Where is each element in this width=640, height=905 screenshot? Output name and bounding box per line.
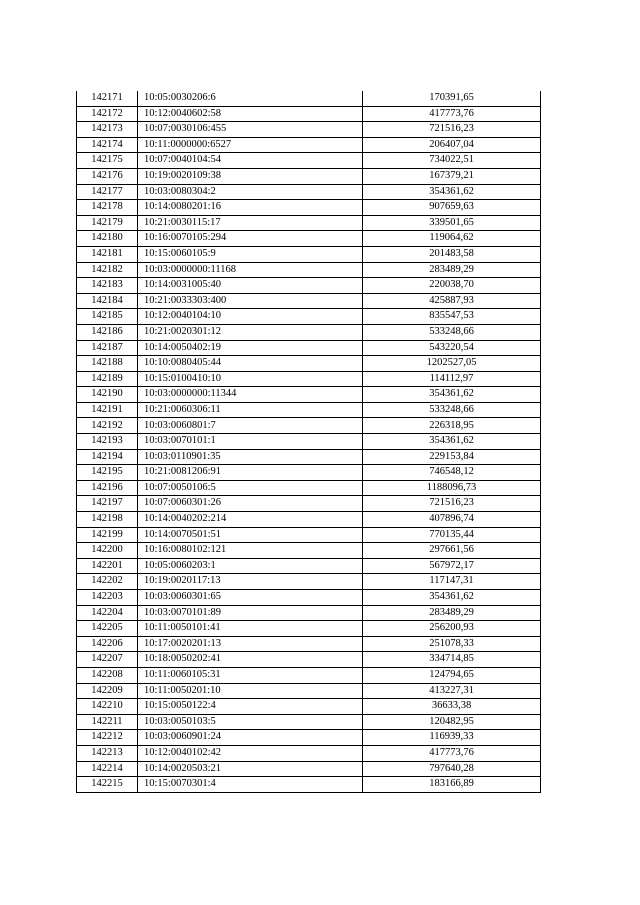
- record-id-cell: 142182: [77, 262, 138, 278]
- cadastral-number-cell: 10:15:0060105:9: [138, 246, 363, 262]
- amount-cell: 797640,28: [363, 761, 541, 777]
- cadastral-number-cell: 10:12:0040602:58: [138, 106, 363, 122]
- amount-cell: 354361,62: [363, 184, 541, 200]
- table-row: [77, 324, 541, 340]
- amount-cell: 283489,29: [363, 262, 541, 278]
- amount-cell: 124794,65: [363, 667, 541, 683]
- table-row: [77, 91, 541, 106]
- record-id-cell: 142175: [77, 153, 138, 169]
- record-id-cell: 142207: [77, 652, 138, 668]
- cadastral-number-cell: 10:16:0070105:294: [138, 231, 363, 247]
- cadastral-number-cell: 10:19:0020117:13: [138, 574, 363, 590]
- amount-cell: 734022,51: [363, 153, 541, 169]
- record-id-cell: 142210: [77, 699, 138, 715]
- record-id-cell: 142203: [77, 590, 138, 606]
- record-id-cell: 142173: [77, 122, 138, 138]
- table-row: [77, 745, 541, 761]
- cadastral-number-cell: 10:17:0020201:13: [138, 636, 363, 652]
- cadastral-number-cell: 10:21:0033303:400: [138, 293, 363, 309]
- amount-cell: 1202527,05: [363, 356, 541, 372]
- record-id-cell: 142180: [77, 231, 138, 247]
- amount-cell: 835547,53: [363, 309, 541, 325]
- cadastral-number-cell: 10:14:0080201:16: [138, 200, 363, 216]
- table-row: [77, 652, 541, 668]
- amount-cell: 721516,23: [363, 496, 541, 512]
- amount-cell: 167379,21: [363, 168, 541, 184]
- amount-cell: 1188096,73: [363, 480, 541, 496]
- amount-cell: 226318,95: [363, 418, 541, 434]
- record-id-cell: 142194: [77, 449, 138, 465]
- amount-cell: 117147,31: [363, 574, 541, 590]
- table-row: [77, 402, 541, 418]
- cadastral-number-cell: 10:12:0040102:42: [138, 745, 363, 761]
- record-id-cell: 142191: [77, 402, 138, 418]
- record-id-cell: 142186: [77, 324, 138, 340]
- amount-cell: 229153,84: [363, 449, 541, 465]
- record-id-cell: 142192: [77, 418, 138, 434]
- cadastral-number-cell: 10:05:0030206:6: [138, 91, 363, 106]
- table-row: [77, 106, 541, 122]
- record-id-cell: 142199: [77, 527, 138, 543]
- cadastral-number-cell: 10:11:0060105:31: [138, 667, 363, 683]
- amount-cell: 201483,58: [363, 246, 541, 262]
- amount-cell: 533248,66: [363, 402, 541, 418]
- cadastral-number-cell: 10:11:0050201:10: [138, 683, 363, 699]
- cadastral-number-cell: 10:16:0080102:121: [138, 543, 363, 559]
- record-id-cell: 142205: [77, 621, 138, 637]
- record-id-cell: 142179: [77, 215, 138, 231]
- record-id-cell: 142183: [77, 278, 138, 294]
- amount-cell: 417773,76: [363, 745, 541, 761]
- table-row: [77, 231, 541, 247]
- amount-cell: 206407,04: [363, 137, 541, 153]
- amount-cell: 339501,65: [363, 215, 541, 231]
- cadastral-number-cell: 10:03:0000000:11344: [138, 387, 363, 403]
- table-row: [77, 387, 541, 403]
- amount-cell: 220038,70: [363, 278, 541, 294]
- amount-cell: 120482,95: [363, 714, 541, 730]
- cadastral-number-cell: 10:19:0020109:38: [138, 168, 363, 184]
- table-row: [77, 714, 541, 730]
- cadastral-number-cell: 10:18:0050202:41: [138, 652, 363, 668]
- table-row: [77, 184, 541, 200]
- table-row: [77, 153, 541, 169]
- cadastral-number-cell: 10:03:0060901:24: [138, 730, 363, 746]
- table-row: [77, 605, 541, 621]
- cadastral-number-cell: 10:14:0031005:40: [138, 278, 363, 294]
- record-id-cell: 142184: [77, 293, 138, 309]
- cadastral-number-cell: 10:03:0070101:1: [138, 434, 363, 450]
- table-row: [77, 215, 541, 231]
- record-id-cell: 142202: [77, 574, 138, 590]
- cadastral-number-cell: 10:14:0020503:21: [138, 761, 363, 777]
- amount-cell: 417773,76: [363, 106, 541, 122]
- amount-cell: 334714,85: [363, 652, 541, 668]
- cadastral-number-cell: 10:21:0020301:12: [138, 324, 363, 340]
- amount-cell: 256200,93: [363, 621, 541, 637]
- table-row: [77, 340, 541, 356]
- cadastral-number-cell: 10:14:0040202:214: [138, 512, 363, 528]
- amount-cell: 114112,97: [363, 371, 541, 387]
- amount-cell: 407896,74: [363, 512, 541, 528]
- cadastral-number-cell: 10:15:0050122:4: [138, 699, 363, 715]
- record-id-cell: 142213: [77, 745, 138, 761]
- table-row: [77, 574, 541, 590]
- cadastral-number-cell: 10:10:0080405:44: [138, 356, 363, 372]
- table-row: [77, 590, 541, 606]
- amount-cell: 533248,66: [363, 324, 541, 340]
- cadastral-number-cell: 10:14:0070501:51: [138, 527, 363, 543]
- amount-cell: 297661,56: [363, 543, 541, 559]
- amount-cell: 36633,38: [363, 699, 541, 715]
- record-id-cell: 142201: [77, 558, 138, 574]
- record-id-cell: 142206: [77, 636, 138, 652]
- amount-cell: 119064,62: [363, 231, 541, 247]
- record-id-cell: 142195: [77, 465, 138, 481]
- record-id-cell: 142187: [77, 340, 138, 356]
- amount-cell: 354361,62: [363, 434, 541, 450]
- cadastral-number-cell: 10:15:0100410:10: [138, 371, 363, 387]
- record-id-cell: 142214: [77, 761, 138, 777]
- cadastral-number-cell: 10:14:0050402:19: [138, 340, 363, 356]
- table-row: [77, 246, 541, 262]
- table-row: [77, 293, 541, 309]
- table-row: [77, 168, 541, 184]
- cadastral-number-cell: 10:21:0081206:91: [138, 465, 363, 481]
- table-row: [77, 278, 541, 294]
- amount-cell: 354361,62: [363, 590, 541, 606]
- amount-cell: 170391,65: [363, 91, 541, 106]
- table-row: [77, 122, 541, 138]
- amount-cell: 567972,17: [363, 558, 541, 574]
- record-id-cell: 142209: [77, 683, 138, 699]
- cadastral-number-cell: 10:07:0060301:26: [138, 496, 363, 512]
- cadastral-number-cell: 10:11:0000000:6527: [138, 137, 363, 153]
- table-row: [77, 434, 541, 450]
- record-id-cell: 142211: [77, 714, 138, 730]
- record-id-cell: 142196: [77, 480, 138, 496]
- cadastral-number-cell: 10:03:0050103:5: [138, 714, 363, 730]
- table-row: [77, 496, 541, 512]
- table-row: [77, 683, 541, 699]
- table-row: [77, 371, 541, 387]
- record-id-cell: 142204: [77, 605, 138, 621]
- data-table: [76, 91, 541, 793]
- cadastral-number-cell: 10:21:0030115:17: [138, 215, 363, 231]
- record-id-cell: 142171: [77, 91, 138, 106]
- cadastral-number-cell: 10:03:0110901:35: [138, 449, 363, 465]
- table-row: [77, 667, 541, 683]
- table-row: [77, 200, 541, 216]
- record-id-cell: 142189: [77, 371, 138, 387]
- table-row: [77, 465, 541, 481]
- amount-cell: 413227,31: [363, 683, 541, 699]
- amount-cell: 746548,12: [363, 465, 541, 481]
- table-row: [77, 356, 541, 372]
- record-id-cell: 142208: [77, 667, 138, 683]
- amount-cell: 425887,93: [363, 293, 541, 309]
- table-row: [77, 512, 541, 528]
- amount-cell: 251078,33: [363, 636, 541, 652]
- table-row: [77, 621, 541, 637]
- table-row: [77, 761, 541, 777]
- cadastral-number-cell: 10:07:0030106:455: [138, 122, 363, 138]
- table-row: [77, 558, 541, 574]
- record-id-cell: 142197: [77, 496, 138, 512]
- table-row: [77, 137, 541, 153]
- table-row: [77, 699, 541, 715]
- table-row: [77, 543, 541, 559]
- amount-cell: 283489,29: [363, 605, 541, 621]
- record-id-cell: 142178: [77, 200, 138, 216]
- record-id-cell: 142200: [77, 543, 138, 559]
- table-row: [77, 777, 541, 793]
- cadastral-number-cell: 10:11:0050101:41: [138, 621, 363, 637]
- cadastral-number-cell: 10:03:0060801:7: [138, 418, 363, 434]
- cadastral-number-cell: 10:03:0060301:65: [138, 590, 363, 606]
- cadastral-number-cell: 10:03:0070101:89: [138, 605, 363, 621]
- record-id-cell: 142198: [77, 512, 138, 528]
- cadastral-number-cell: 10:03:0080304:2: [138, 184, 363, 200]
- record-id-cell: 142185: [77, 309, 138, 325]
- cadastral-number-cell: 10:03:0000000:11168: [138, 262, 363, 278]
- cadastral-number-cell: 10:15:0070301:4: [138, 777, 363, 793]
- record-id-cell: 142193: [77, 434, 138, 450]
- cadastral-number-cell: 10:05:0060203:1: [138, 558, 363, 574]
- table-row: [77, 527, 541, 543]
- table-body: [77, 91, 541, 792]
- amount-cell: 907659,63: [363, 200, 541, 216]
- record-id-cell: 142174: [77, 137, 138, 153]
- cadastral-number-cell: 10:12:0040104:10: [138, 309, 363, 325]
- amount-cell: 354361,62: [363, 387, 541, 403]
- table-row: [77, 730, 541, 746]
- cadastral-number-cell: 10:21:0060306:11: [138, 402, 363, 418]
- cadastral-number-cell: 10:07:0050106:5: [138, 480, 363, 496]
- table-row: [77, 449, 541, 465]
- record-id-cell: 142212: [77, 730, 138, 746]
- record-id-cell: 142172: [77, 106, 138, 122]
- amount-cell: 770135,44: [363, 527, 541, 543]
- cadastral-number-cell: 10:07:0040104:54: [138, 153, 363, 169]
- record-id-cell: 142190: [77, 387, 138, 403]
- record-id-cell: 142181: [77, 246, 138, 262]
- record-id-cell: 142177: [77, 184, 138, 200]
- record-id-cell: 142215: [77, 777, 138, 793]
- table-row: [77, 480, 541, 496]
- amount-cell: 183166,89: [363, 777, 541, 793]
- amount-cell: 721516,23: [363, 122, 541, 138]
- record-id-cell: 142176: [77, 168, 138, 184]
- table-row: [77, 636, 541, 652]
- record-id-cell: 142188: [77, 356, 138, 372]
- table-row: [77, 418, 541, 434]
- table-row: [77, 262, 541, 278]
- amount-cell: 116939,33: [363, 730, 541, 746]
- table-row: [77, 309, 541, 325]
- amount-cell: 543220,54: [363, 340, 541, 356]
